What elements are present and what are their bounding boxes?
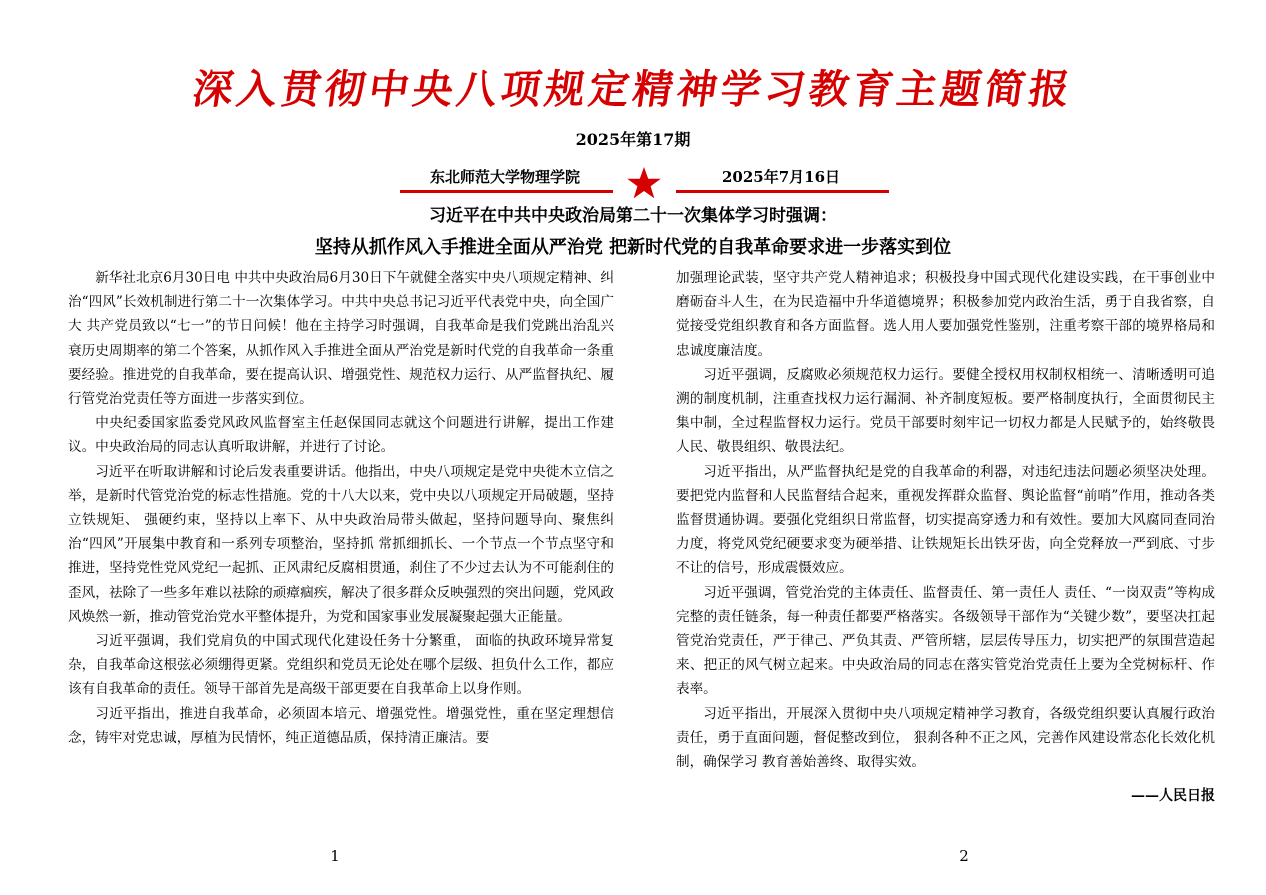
divider-right (676, 190, 889, 193)
paragraph: 习近平指出，推进自我革命，必须固本培元、增强党性。增强党性，重在坚定理想信念，铸牢对党忠诚，厚植为民情怀，纯正道德品质，保持清正廉洁。要 (68, 705, 614, 746)
divider-left (400, 190, 613, 193)
publish-date: 2025年7月16日 (721, 168, 841, 186)
paragraph-continuation: 加强理论武装，坚守共产党人精神追求；积极投身中国式现代化建设实践，在干事创业中磨砺奋斗人生，在为民造福中升华道德境界；积极参加党内政治生活，勇于自我省察，自觉接受党组织教育和各方面监督。选人用人要加强党性鉴别，注重考察干部的境界格局和忠诚度廉洁度。 (676, 270, 1215, 359)
masthead-title: 深入贯彻中央八项规定精神学习教育主题简报 (189, 67, 1077, 113)
paragraph: 习近平强调，反腐败必须规范权力运行。要健全授权用权制权相统一、清晰透明可追溯的制度机制，注重查找权力运行漏洞、补齐制度短板。要严格制度执行，全面贯彻民主集中制，全过程监督权力运行。党员干部要时刻牢记一切权力都是人民赋予的，始终敬畏人民、敬畏组织、敬畏法纪。 (676, 366, 1215, 456)
paragraph: 新华社北京6月30日电 中共中央政治局6月30日下午就健全落实中央八项规定精神、纠治“四风”长效机制进行第二十一次集体学习。中共中央总书记习近平代表党中央，向全国广大 共产党员致以“七一”的节日问候！他在主持学习时强调，自我革命是我们党跳出治乱兴衰历史周期率的第二个答案，从抓作风入手推进全面从严治党是新时代党的自我革命一条重要经验。推进党的自我革命，要在提高认识、增强党性、规范权力运行、从严监督执纪、履行管党治党责任等方面进一步落实到位。 (68, 270, 614, 408)
page-number-left: 1 (330, 847, 340, 865)
article-source: ——人民日报 (1131, 788, 1215, 804)
organization-name: 东北师范大学物理学院 (429, 168, 580, 186)
article-headline: 坚持从抓作风入手推进全面从严治党 把新时代党的自我革命要求进一步落实到位 (314, 237, 952, 258)
article-headline-kicker: 习近平在中共中央政治局第二十一次集体学习时强调： (429, 206, 837, 226)
issue-number: 2025年第17期 (575, 130, 691, 149)
article-column-left (68, 266, 614, 750)
article-column-right (676, 266, 1215, 774)
star-icon (626, 166, 662, 200)
paragraph: 习近平强调，管党治党的主体责任、监督责任、第一责任人 责任、“一岗双责”等构成完整的责任链条，每一种责任都要严格落实。各级领导干部作为“关键少数”，要坚决扛起管党治党责任，严于律己、严负其责、严管所辖，层层传导压力，切实把严的氛围营造起来、把正的风气树立起来。中央政治局的同志在落实管党治党责任上要为全党树标杆、作表率。 (676, 584, 1215, 698)
paragraph: 中央纪委国家监委党风政风监督室主任赵保国同志就这个问题进行讲解，提出工作建议。中央政治局的同志认真听取讲解，并进行了讨论。 (68, 415, 614, 456)
paragraph: 习近平指出，从严监督执纪是党的自我革命的利器，对违纪违法问题必须坚决处理。要把党内监督和人民监督结合起来，重视发挥群众监督、舆论监督“前哨”作用，推动各类监督贯通协调。要强化党组织日常监督，切实提高穿透力和有效性。要加大风腐同查同治力度，将党风党纪硬要求变为硬举措、让铁规矩长出铁牙齿，向全党释放一严到底、寸步不让的信号，形成震慑效应。 (676, 463, 1215, 577)
paragraph: 习近平指出，开展深入贯彻中央八项规定精神学习教育，各级党组织要认真履行政治责任，勇于直面问题，督促整改到位， 狠刹各种不正之风，完善作风建设常态化长效化机制，确保学习 教育善始善终、取得实效。 (676, 705, 1215, 771)
page-number-right: 2 (959, 847, 969, 865)
paragraph: 习近平在听取讲解和讨论后发表重要讲话。他指出，中央八项规定是党中央徙木立信之举，是新时代管党治党的标志性措施。党的十八大以来，党中央以八项规定开局破题，坚持立铁规矩、 强硬约束，坚持以上率下、从中央政治局带头做起，坚持问题导向、聚焦纠治“四风”开展集中教育和一系列专项整治，坚持抓 常抓细抓长、一个节点一个节点坚守和推进，坚持党性党风党纪一起抓、正风肃纪反腐相贯通，刹住了不少过去认为不可能刹住的歪风，祛除了一些多年难以祛除的顽瘴痼疾，解决了很多群众反映强烈的突出问题，党风政风焕然一新，推动管党治党水平整体提升，为党和国家事业发展凝聚起强大正能量。 (68, 463, 614, 625)
paragraph: 习近平强调，我们党肩负的中国式现代化建设任务十分繁重， 面临的执政环境异常复杂，自我革命这根弦必须绷得更紧。党组织和党员无论处在哪个层级、担负什么工作，都应该有自我革命的责任。领导干部首先是高级干部更要在自我革命上以身作则。 (68, 633, 614, 698)
